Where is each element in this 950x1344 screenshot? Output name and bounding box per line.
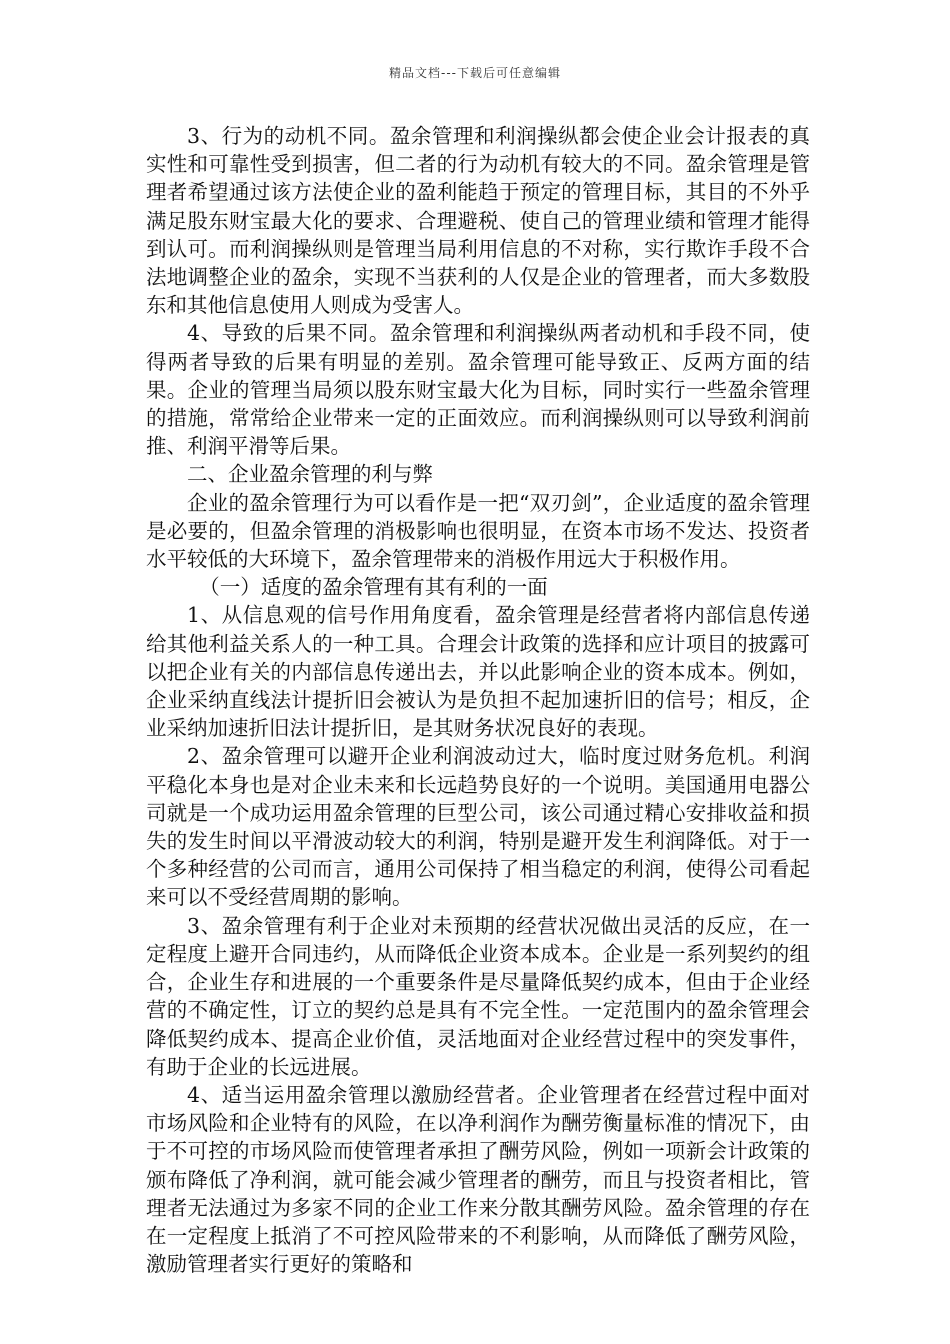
page-header: 精品文档---下载后可任意编辑 <box>389 66 561 80</box>
paragraph-consequence-difference: 4、导致的后果不同。盈余管理和利润操纵两者动机和手段不同，使得两者导致的后果有明显的差别。盈余管理可能导致正、反两方面的结果。企业的管理当局须以股东财宝最大化为目标，同时实行一些盈余管理的措施，常常给企业带来一定的正面效应。而利润操纵则可以导致利润前推、利润平滑等后果。 <box>146 321 810 459</box>
paragraph-benefit-smoothing: 2、盈余管理可以避开企业利润波动过大，临时度过财务危机。利润平稳化本身也是对企业未来和长远趋势良好的一个说明。美国通用电器公司就是一个成功运用盈余管理的巨型公司，该公司通过精心安排收益和损失的发生时间以平滑波动较大的利润，特别是避开发生利润降低。对于一个多种经营的公司而言，通用公司保持了相当稳定的利润，使得公司看起来可以不受经营周期的影响。 <box>146 744 810 910</box>
paragraph-double-edged-sword: 企业的盈余管理行为可以看作是一把“双刃剑”，企业适度的盈余管理是必要的，但盈余管理的消极影响也很明显，在资本市场不发达、投资者水平较低的大环境下，盈余管理带来的消极作用远大于积极作用。 <box>146 490 810 572</box>
document-body <box>146 122 810 1278</box>
paragraph-motive-difference: 3、行为的动机不同。盈余管理和利润操纵都会使企业会计报表的真实性和可靠性受到损害，但二者的行为动机有较大的不同。盈余管理是管理者希望通过该方法使企业的盈利能趋于预定的管理目标，其目的不外乎满足股东财宝最大化的要求、合理避税、使自己的管理业绩和管理才能得到认可。而利润操纵则是管理当局利用信息的不对称，实行欺诈手段不合法地调整企业的盈余，实现不当获利的人仅是企业的管理者，而大多数股东和其他信息使用人则成为受害人。 <box>146 124 810 318</box>
subsection-heading-benefits: （一）适度的盈余管理有其有利的一面 <box>199 575 548 600</box>
paragraph-benefit-incentive: 4、适当运用盈余管理以激励经营者。企业管理者在经营过程中面对市场风险和企业特有的风险，在以净利润作为酬劳衡量标准的情况下，由于不可控的市场风险而使管理者承担了酬劳风险，例如一项新会计政策的颁布降低了净利润，就可能会减少管理者的酬劳，而且与投资者相比，管理者无法通过为多家不同的企业工作来分散其酬劳风险。盈余管理的存在在一定程度上抵消了不可控风险带来的不利影响，从而降低了酬劳风险，激励管理者实行更好的策略和 <box>146 1082 810 1277</box>
section-heading-pros-cons: 二、企业盈余管理的利与弊 <box>187 462 433 487</box>
paragraph-benefit-signal: 1、从信息观的信号作用角度看，盈余管理是经营者将内部信息传递给其他利益关系人的一种工具。合理会计政策的选择和应计项目的披露可以把企业有关的内部信息传递出去，并以此影响企业的资本成本。例如，企业采纳直线法计提折旧会被认为是负担不起加速折旧的信号；相反，企业采纳加速折旧法计提折旧，是其财务状况良好的表现。 <box>146 603 810 741</box>
paragraph-benefit-contracts: 3、盈余管理有利于企业对未预期的经营状况做出灵活的反应，在一定程度上避开合同违约，从而降低企业资本成本。企业是一系列契约的组合，企业生存和进展的一个重要条件是尽量降低契约成本，但由于企业经营的不确定性，订立的契约总是具有不完全性。一定范围内的盈余管理会降低契约成本、提高企业价值，灵活地面对企业经营过程中的突发事件，有助于企业的长远进展。 <box>146 913 810 1079</box>
